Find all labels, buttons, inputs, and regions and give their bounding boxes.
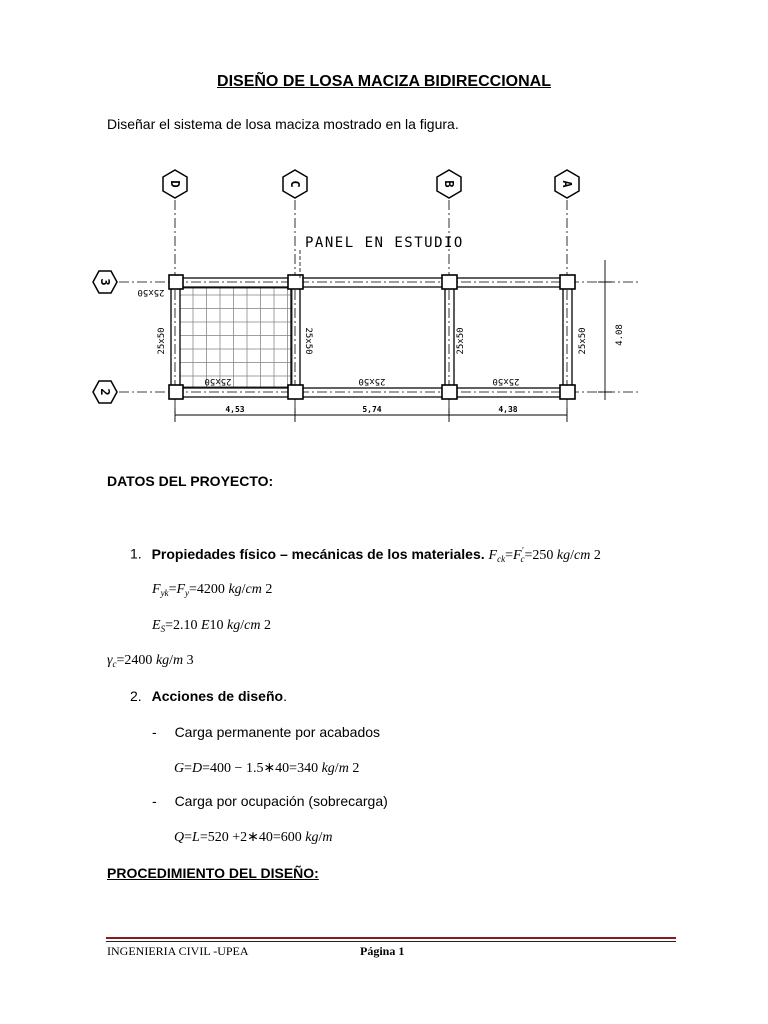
bullet-text: Carga por ocupación (sobrecarga) bbox=[174, 793, 388, 809]
axis-B bbox=[437, 170, 461, 415]
axis-A bbox=[555, 170, 579, 415]
row-label-2: 2 bbox=[98, 388, 112, 396]
section-heading-datos: DATOS DEL PROYECTO: bbox=[107, 473, 274, 489]
beam-label: 25x50 bbox=[456, 327, 466, 355]
axis-label-B: B bbox=[442, 180, 456, 188]
item-2-suffix: . bbox=[283, 688, 287, 704]
intro-text: Diseñar el sistema de losa maciza mostrado en la figura. bbox=[107, 116, 459, 132]
panel-label: PANEL EN ESTUDIO bbox=[305, 235, 464, 251]
item-2 bbox=[130, 688, 287, 704]
formula-es: $E_S=2.10$ E10 kg/cm 2 bbox=[152, 618, 271, 634]
dimension-3: 4,38 bbox=[498, 405, 518, 414]
dimension-1: 4,53 bbox=[225, 405, 245, 414]
axis-label-C: C bbox=[288, 180, 302, 188]
document-title: DISEÑO DE LOSA MACIZA BIDIRECCIONAL bbox=[217, 73, 551, 90]
dimension-2: 5,74 bbox=[362, 405, 382, 414]
beam-label: 25x50 bbox=[157, 327, 167, 355]
formula-g: G=D=400 − 1.5∗40=340 kg/m 2 bbox=[174, 761, 360, 776]
axis-label-D: D bbox=[168, 180, 182, 188]
item-1 bbox=[130, 545, 601, 564]
item-2-number: 2. bbox=[130, 688, 142, 704]
bullet-dash: - bbox=[152, 724, 157, 740]
beam-label: 25x50 bbox=[492, 376, 520, 386]
formula-fck: $F_{ck}=F'_c=250$ kg/cm 2 bbox=[488, 545, 601, 564]
slab-plan-figure bbox=[85, 160, 645, 430]
item-1-number: 1. bbox=[130, 545, 142, 562]
formula-q: Q=L=520 +2∗40=600 kg/m bbox=[174, 830, 333, 845]
dimension-height: 4.08 bbox=[615, 324, 625, 346]
footer-page: Página 1 bbox=[360, 944, 405, 958]
item-2-label: Acciones de diseño bbox=[151, 688, 284, 704]
beam-label: 25x50 bbox=[578, 327, 588, 355]
beam-label: 25x50 bbox=[137, 287, 165, 297]
formula-gamma: $\gamma_c=2400$ kg/m 3 bbox=[107, 653, 194, 669]
footer-rule-thin bbox=[106, 941, 676, 942]
panel-grid bbox=[180, 288, 292, 387]
bullet-carga-ocupacion bbox=[152, 793, 388, 809]
section-heading-procedimiento: PROCEDIMIENTO DEL DISEÑO: bbox=[107, 865, 319, 881]
bullet-text: Carga permanente por acabados bbox=[174, 724, 381, 740]
footer-left: INGENIERIA CIVIL -UPEA bbox=[107, 944, 249, 958]
beam-label: 25x50 bbox=[204, 376, 232, 386]
beam-label: 25x50 bbox=[358, 376, 386, 386]
footer-rule bbox=[106, 937, 676, 939]
dimension-line-right bbox=[598, 260, 612, 400]
beam-label: 25x50 bbox=[303, 327, 313, 355]
bullet-carga-permanente bbox=[152, 724, 380, 740]
item-1-label: Propiedades físico – mecánicas de los materiales. bbox=[151, 545, 485, 562]
axis-label-A: A bbox=[560, 180, 574, 188]
row-label-3: 3 bbox=[98, 278, 112, 286]
formula-fyk: $F_{yk}=F_y=4200$ kg/cm 2 bbox=[152, 582, 273, 598]
bullet-dash: - bbox=[152, 793, 157, 809]
